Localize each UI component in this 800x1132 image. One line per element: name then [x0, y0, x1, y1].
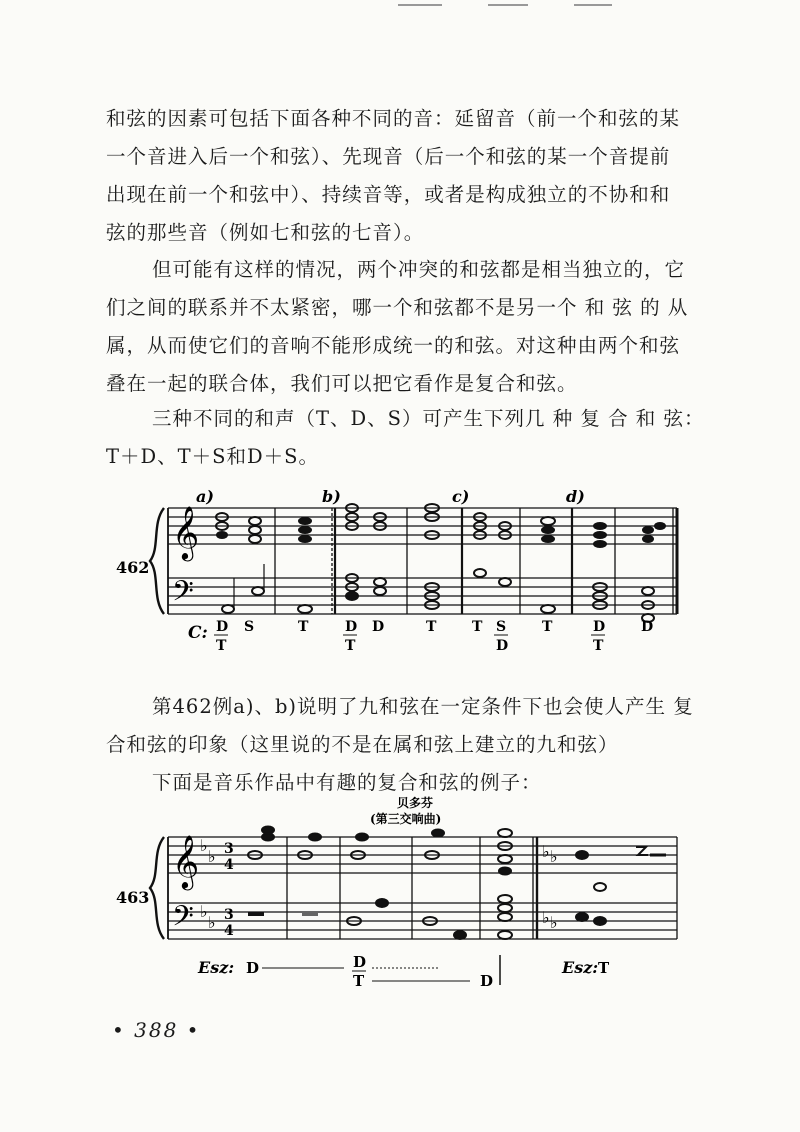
function-label: T — [598, 959, 610, 977]
function-label: T — [426, 619, 437, 635]
section-label: a) — [196, 487, 214, 506]
paragraph-three-harmonies — [106, 400, 705, 476]
time-signature: 4 — [224, 923, 234, 939]
section-label: d) — [566, 487, 585, 506]
function-label: D — [246, 959, 260, 977]
text-line: 们之间的联系并不太紧密，哪一个和弦都不是另一个 和 弦 的 从 — [106, 296, 689, 319]
function-label: D — [353, 953, 367, 971]
bass-clef-icon: 𝄢 — [172, 900, 194, 940]
bass-clef-icon: 𝄢 — [172, 575, 194, 615]
paragraph-chord-elements — [106, 100, 700, 252]
key-label: Esz: — [198, 958, 235, 977]
paragraph-compound-chord — [106, 251, 700, 403]
function-label: T — [542, 619, 553, 635]
flat-icon: ♭ — [550, 913, 558, 932]
function-label: S — [244, 619, 255, 635]
flat-icon: ♭ — [550, 847, 558, 866]
function-label-lower: T — [345, 638, 356, 654]
function-label: D — [641, 619, 654, 635]
flat-icon: ♭ — [542, 842, 550, 861]
flat-icon: ♭ — [208, 913, 216, 932]
function-label: S — [496, 619, 507, 635]
treble-clef-icon: 𝄞 — [172, 505, 200, 559]
function-label: T — [472, 619, 483, 635]
function-label-lower: D — [496, 638, 509, 654]
time-signature: 4 — [224, 857, 234, 873]
text-line: 但可能有这样的情况，两个冲突的和弦都是相当独立的，它 — [152, 258, 686, 281]
function-label: D — [216, 619, 229, 635]
key-label: C: — [188, 623, 208, 643]
text-line: 叠在一起的联合体，我们可以把它看作是复合和弦。 — [106, 372, 578, 395]
section-label: b) — [322, 487, 341, 506]
function-label: D — [345, 619, 358, 635]
treble-clef-icon: 𝄞 — [172, 834, 200, 888]
flat-icon: ♭ — [200, 836, 208, 855]
paragraph-example-462-note — [106, 688, 700, 764]
example-number: 463 — [116, 888, 150, 907]
text-line: 和弦的因素可包括下面各种不同的音：延留音（前一个和弦的某 — [106, 107, 681, 130]
flat-icon: ♭ — [200, 902, 208, 921]
text-line: 出现在前一个和弦中）、持续音等，或者是构成独立的不协和和 — [106, 183, 671, 206]
function-label-lower: T — [216, 638, 227, 654]
function-label: D — [593, 619, 606, 635]
work-label: (第三交响曲) — [370, 812, 442, 826]
page-number: • 388 • — [112, 1018, 201, 1042]
text-line: 三种不同的和声（T、D、S）可产生下列几 种 复 合 和 弦： — [152, 407, 705, 430]
treble-notes — [248, 827, 666, 892]
text-line: 一个音进入后一个和弦）、先现音（后一个和弦的某一个音提前 — [106, 145, 671, 168]
composer-label: 贝多芬 — [397, 796, 434, 810]
function-label-lower: T — [353, 972, 365, 990]
text-line: 属，从而使它们的音响不能形成统一的和弦。对这种由两个和弦 — [106, 334, 681, 357]
flat-icon: ♭ — [208, 847, 216, 866]
function-label-lower: D — [480, 972, 494, 990]
bass-notes — [222, 564, 654, 622]
section-label: c) — [452, 487, 470, 506]
music-example-462 — [0, 478, 800, 658]
text-line: 合和弦的印象（这里说的不是在属和弦上建立的九和弦） — [106, 733, 619, 756]
flat-icon: ♭ — [542, 908, 550, 927]
text-line: 第462例a)、b)说明了九和弦在一定条件下也会使人产生 复 — [152, 695, 694, 718]
music-example-463 — [0, 795, 800, 995]
function-label-lower: T — [593, 638, 604, 654]
time-signature: 3 — [224, 907, 234, 923]
top-edge-marks — [0, 0, 800, 10]
function-label: T — [298, 619, 309, 635]
function-label: D — [372, 619, 385, 635]
text-line: 弦的那些音（例如七和弦的七音）。 — [106, 221, 425, 244]
text-line: T＋D、T＋S和D＋S。 — [106, 445, 319, 468]
key-label: Esz: — [562, 958, 599, 977]
time-signature: 3 — [224, 841, 234, 857]
example-number: 462 — [116, 558, 150, 577]
text-line: 下面是音乐作品中有趣的复合和弦的例子： — [152, 771, 542, 794]
